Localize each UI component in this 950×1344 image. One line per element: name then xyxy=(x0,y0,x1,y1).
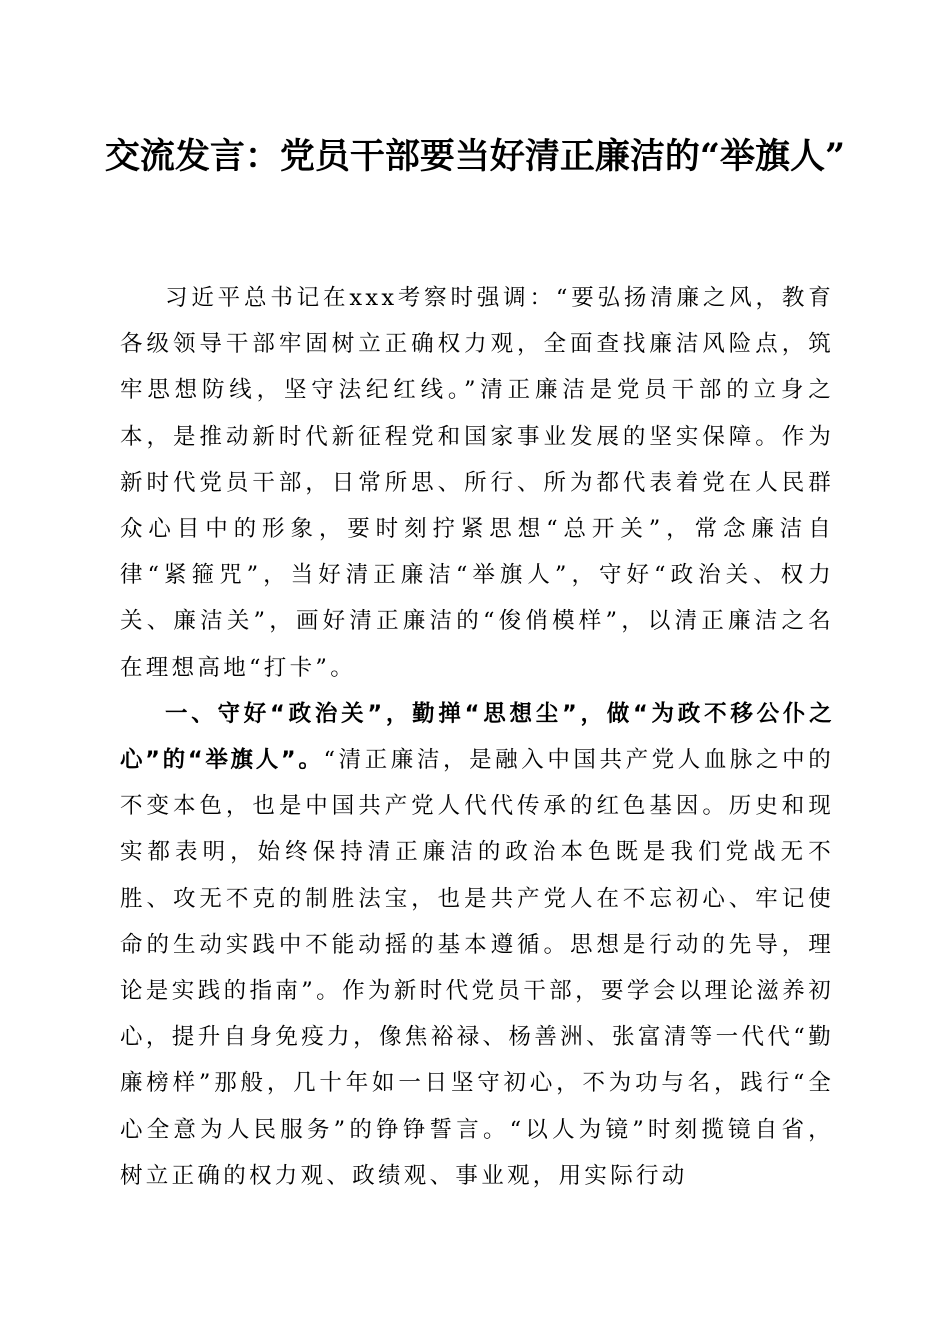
document-body xyxy=(120,275,834,1199)
intro-paragraph: 习近平总书记在xxx考察时强调：“要弘扬清廉之风，教育各级领导干部牢固树立正确权力观，全面查找廉洁风险点，筑牢思想防线，坚守法纪红线。”清正廉洁是党员干部的立身之本，是推动新时代新征程党和国家事业发展的坚实保障。作为新时代党员干部，日常所思、所行、所为都代表着党在人民群众心目中的形象，要时刻拧紧思想“总开关”，常念廉洁自律“紧箍咒”，当好清正廉洁“举旗人”，守好“政治关、权力关、廉洁关”，画好清正廉洁的“俊俏模样”，以清正廉洁之名在理想高地“打卡”。 xyxy=(120,285,834,681)
section-one-text: “清正廉洁，是融入中国共产党人血脉之中的不变本色，也是中国共产党人代代传承的红色基因。历史和现实都表明，始终保持清正廉洁的政治本色既是我们党战无不胜、攻无不克的制胜法宝，也是共产党人在不忘初心、牢记使命的生动实践中不能动摇的基本遵循。思想是行动的先导，理论是实践的指南”。作为新时代党员干部，要学会以理论滋养初心，提升自身免疫力，像焦裕禄、杨善洲、张富清等一代代“勤廉榜样”那般，几十年如一日坚守初心，不为功与名，践行“全心全意为人民服务”的铮铮誓言。“以人为镜”时刻揽镜自省，树立正确的权力观、政绩观、事业观，用实际行动 xyxy=(120,747,834,1189)
section-one-heading: 一、守好“政治关”，勤掸“思想尘”，做“为政不移公仆之心”的“举旗人”。 xyxy=(120,700,834,774)
section-one-paragraph xyxy=(120,691,834,1199)
document-title: 交流发言：党员干部要当好清正廉洁的“举旗人” xyxy=(104,136,846,177)
